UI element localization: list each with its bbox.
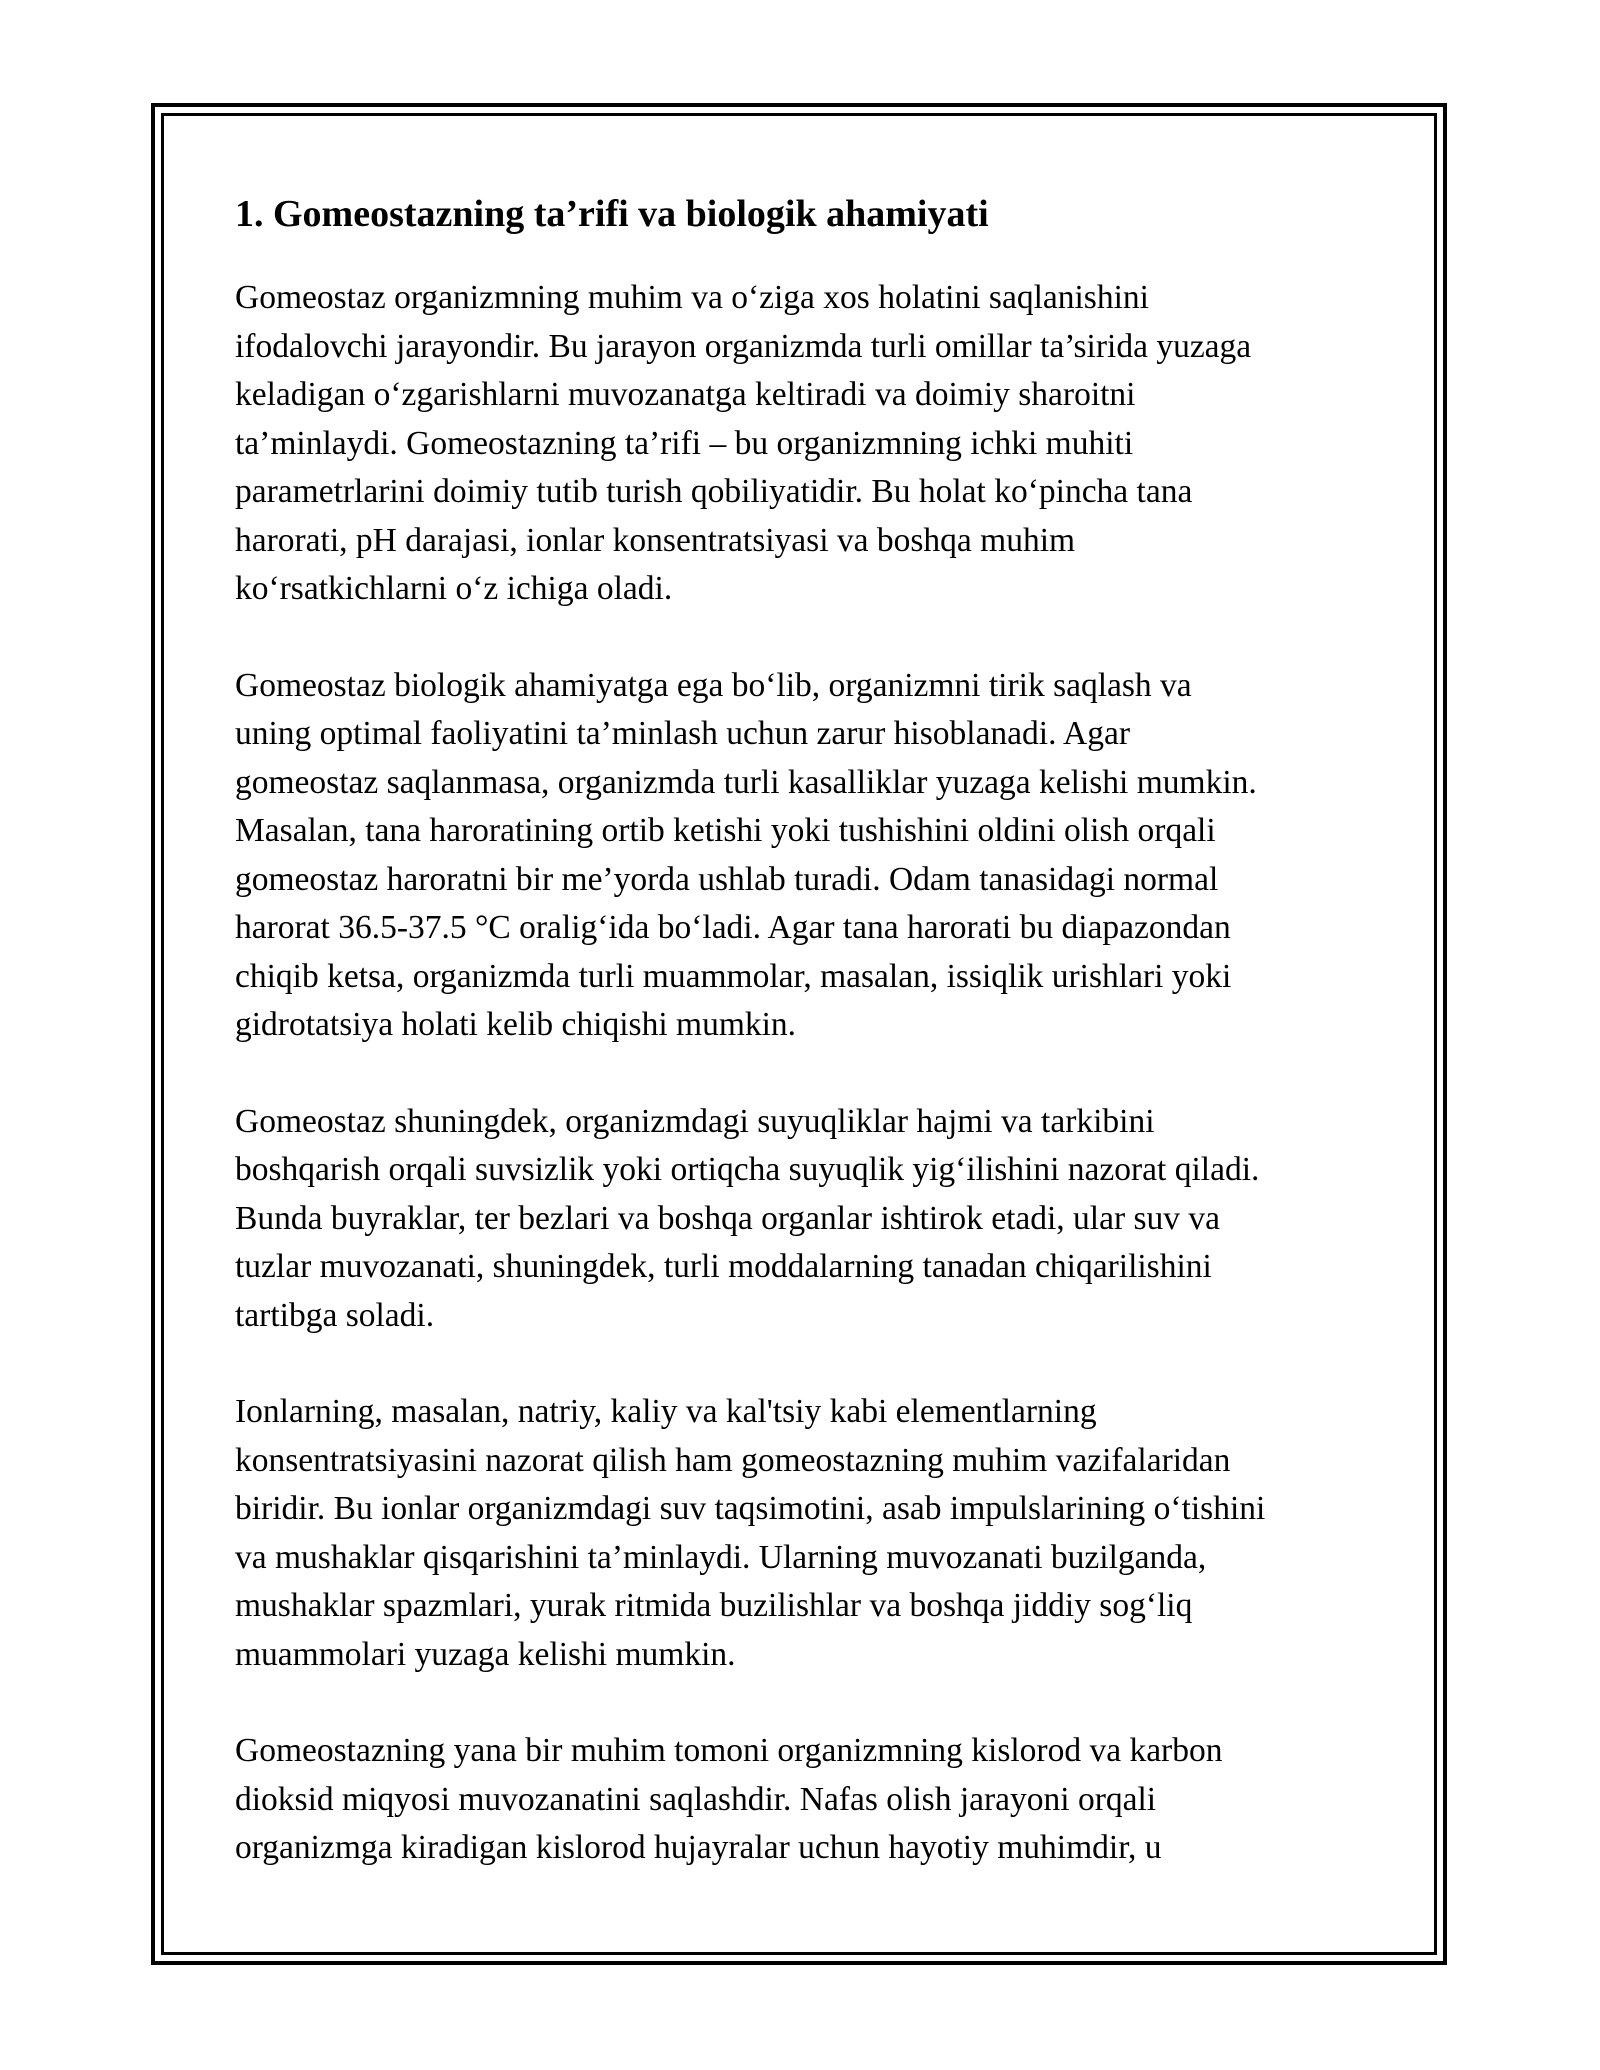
paragraph-biological-importance: Gomeostaz biologik ahamiyatga ega bo‘lib, organizmni tirik saqlash va uning optimal faoliyatini ta’minlash uchun zarur hisoblanadi. Agar gomeostaz saqlanmasa, organizmda turli kasalliklar yuzaga kelishi mumkin. Masalan, tana haroratining ortib ketishi yoki tushishini oldini olish orqali gomeostaz haroratni bir me’yorda ushlab turadi. Odam tanasidagi normal harorat 36.5-37.5 °C oralig‘ida bo‘ladi. Agar tana harorati bu diapazondan chiqib ketsa, organizmda turli muammolar, masalan, issiqlik urishlari yoki gidrotatsiya holati kelib chiqishi mumkin.: [235, 666, 1257, 1043]
paragraph-gas-balance: Gomeostazning yana bir muhim tomoni organizmning kislorod va karbon dioksid miqyosi muvozanatini saqlashdir. Nafas olish jarayoni orqali organizmga kiradigan kislorod hujayralar uchun hayotiy muhimdir, u: [235, 1732, 1223, 1866]
document-body: [235, 188, 1365, 1921]
paragraph-ion-regulation: Ionlarning, masalan, natriy, kaliy va kal'tsiy kabi elementlarning konsentratsiyasini nazorat qilish ham gomeostazning muhim vazifalaridan biridir. Bu ionlar organizmdagi suv taqsimotini, asab impulslarining o‘tishini va mushaklar qisqarishini ta’minlaydi. Ularning muvozanati buzilganda, mushaklar spazmlari, yurak ritmida buzilishlar va boshqa jiddiy sog‘liq muammolari yuzaga kelishi mumkin.: [235, 1393, 1266, 1673]
section-heading: 1. Gomeostazning ta’rifi va biologik ahamiyati: [235, 193, 989, 235]
paragraph-fluid-balance: Gomeostaz shuningdek, organizmdagi suyuqliklar hajmi va tarkibini boshqarish orqali suvsizlik yoki ortiqcha suyuqlik yig‘ilishini nazorat qiladi. Bunda buyraklar, ter bezlari va boshqa organlar ishtirok etadi, ular suv va tuzlar muvozanati, shuningdek, turli moddalarning tanadan chiqarilishini tartibga soladi.: [235, 1102, 1260, 1334]
paragraph-definition: Gomeostaz organizmning muhim va o‘ziga xos holatini saqlanishini ifodalovchi jarayondir. Bu jarayon organizmda turli omillar ta’sirida yuzaga keladigan o‘zgarishlarni muvozanatga keltiradi va doimiy sharoitni ta’minlaydi. Gomeostazning ta’rifi – bu organizmning ichki muhiti parametrlarini doimiy tutib turish qobiliyatidir. Bu holat ko‘pincha tana harorati, pH darajasi, ionlar konsentratsiyasi va boshqa muhim ko‘rsatkichlarni o‘z ichiga oladi.: [235, 279, 1252, 607]
